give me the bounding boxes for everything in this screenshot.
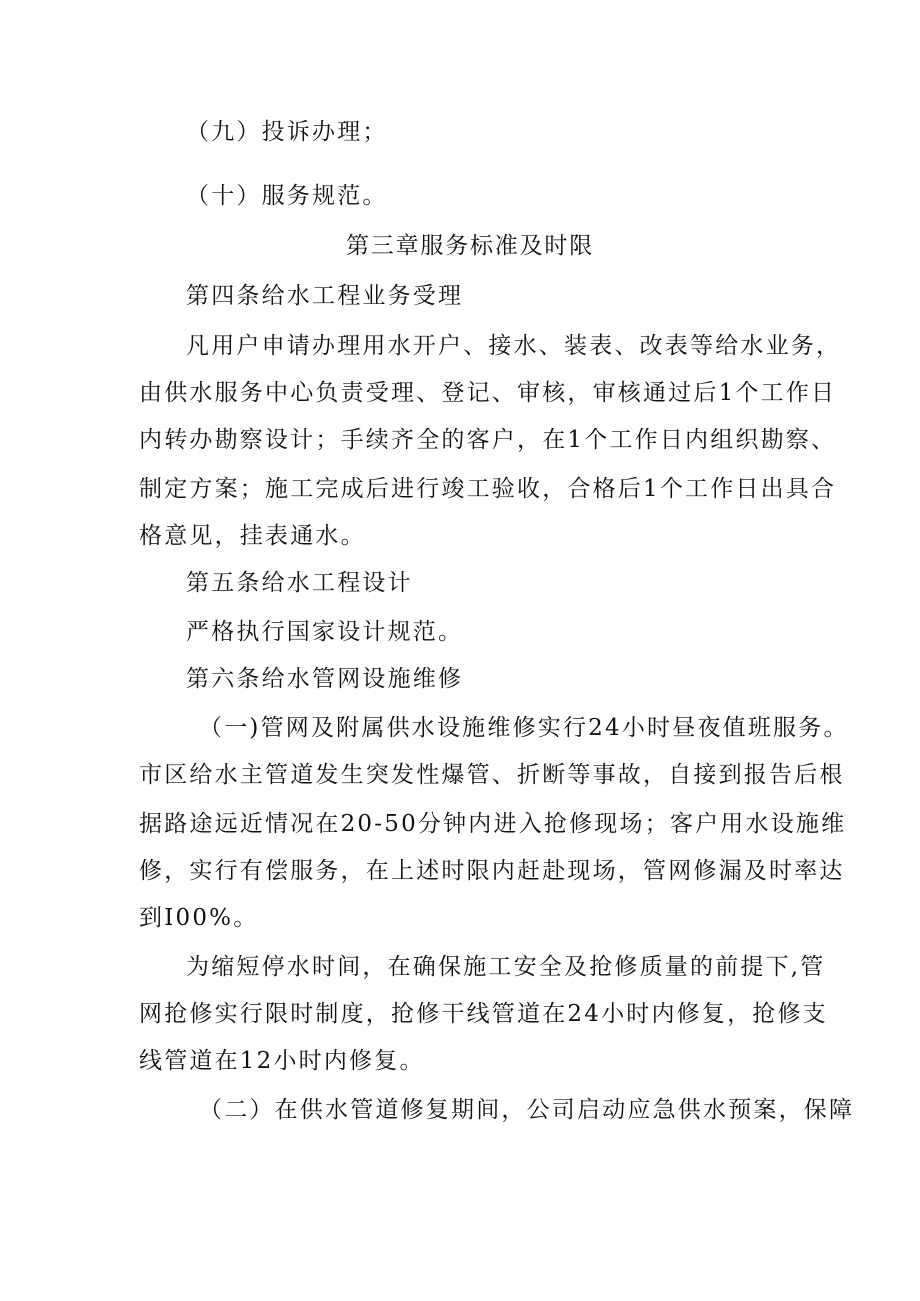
paragraph-line: 由供水服务中心负责受理、登记、审核，审核通过后1个工作日 [139,380,837,406]
paragraph-line: 格意见，挂表通水。 [139,523,366,549]
article-4-heading: 第四条给水工程业务受理 [186,283,464,309]
paragraph-line: （一)管网及附属供水设施维修实行24小时昼夜值班服务。 [199,715,849,741]
paragraph-line: 严格执行国家设计规范。 [186,619,464,645]
paragraph-line: 制定方案；施工完成后进行竣工验收，合格后1个工作日出具合 [139,476,837,502]
paragraph-line: （二）在供水管道修复期间，公司启动应急供水预案，保障 [199,1097,855,1123]
list-item-ten: （十）服务规范。 [186,183,388,209]
paragraph-line: 为缩短停水时间，在确保施工安全及抢修质量的前提下,管 [186,954,826,980]
paragraph-line: 据路途远近情况在20-50分钟内进入抢修现场；客户用水设施维 [139,811,847,837]
list-item-nine: （九）投诉办理； [186,119,388,145]
article-5-heading: 第五条给水工程设计 [186,570,413,596]
paragraph-line: 内转办勘察设计；手续齐全的客户，在1个工作日内组织勘察、 [139,427,837,453]
chapter-heading: 第三章服务标准及时限 [346,233,594,259]
paragraph-line: 修，实行有偿服务，在上述时限内赶赴现场，管网修漏及时率达 [139,858,845,884]
paragraph-line: 线管道在12小时内修复。 [139,1048,425,1074]
paragraph-line: 网抢修实行限时制度，抢修干线管道在24小时内修复，抢修支 [139,1001,828,1027]
paragraph-line: 到I00%。 [139,905,259,931]
article-6-heading: 第六条给水管网设施维修 [186,666,464,692]
paragraph-line: 市区给水主管道发生突发性爆管、折断等事故，自接到报告后根 [139,762,845,788]
paragraph-line: 凡用户申请办理用水开户、接水、装表、改表等给水业务， [186,333,842,359]
